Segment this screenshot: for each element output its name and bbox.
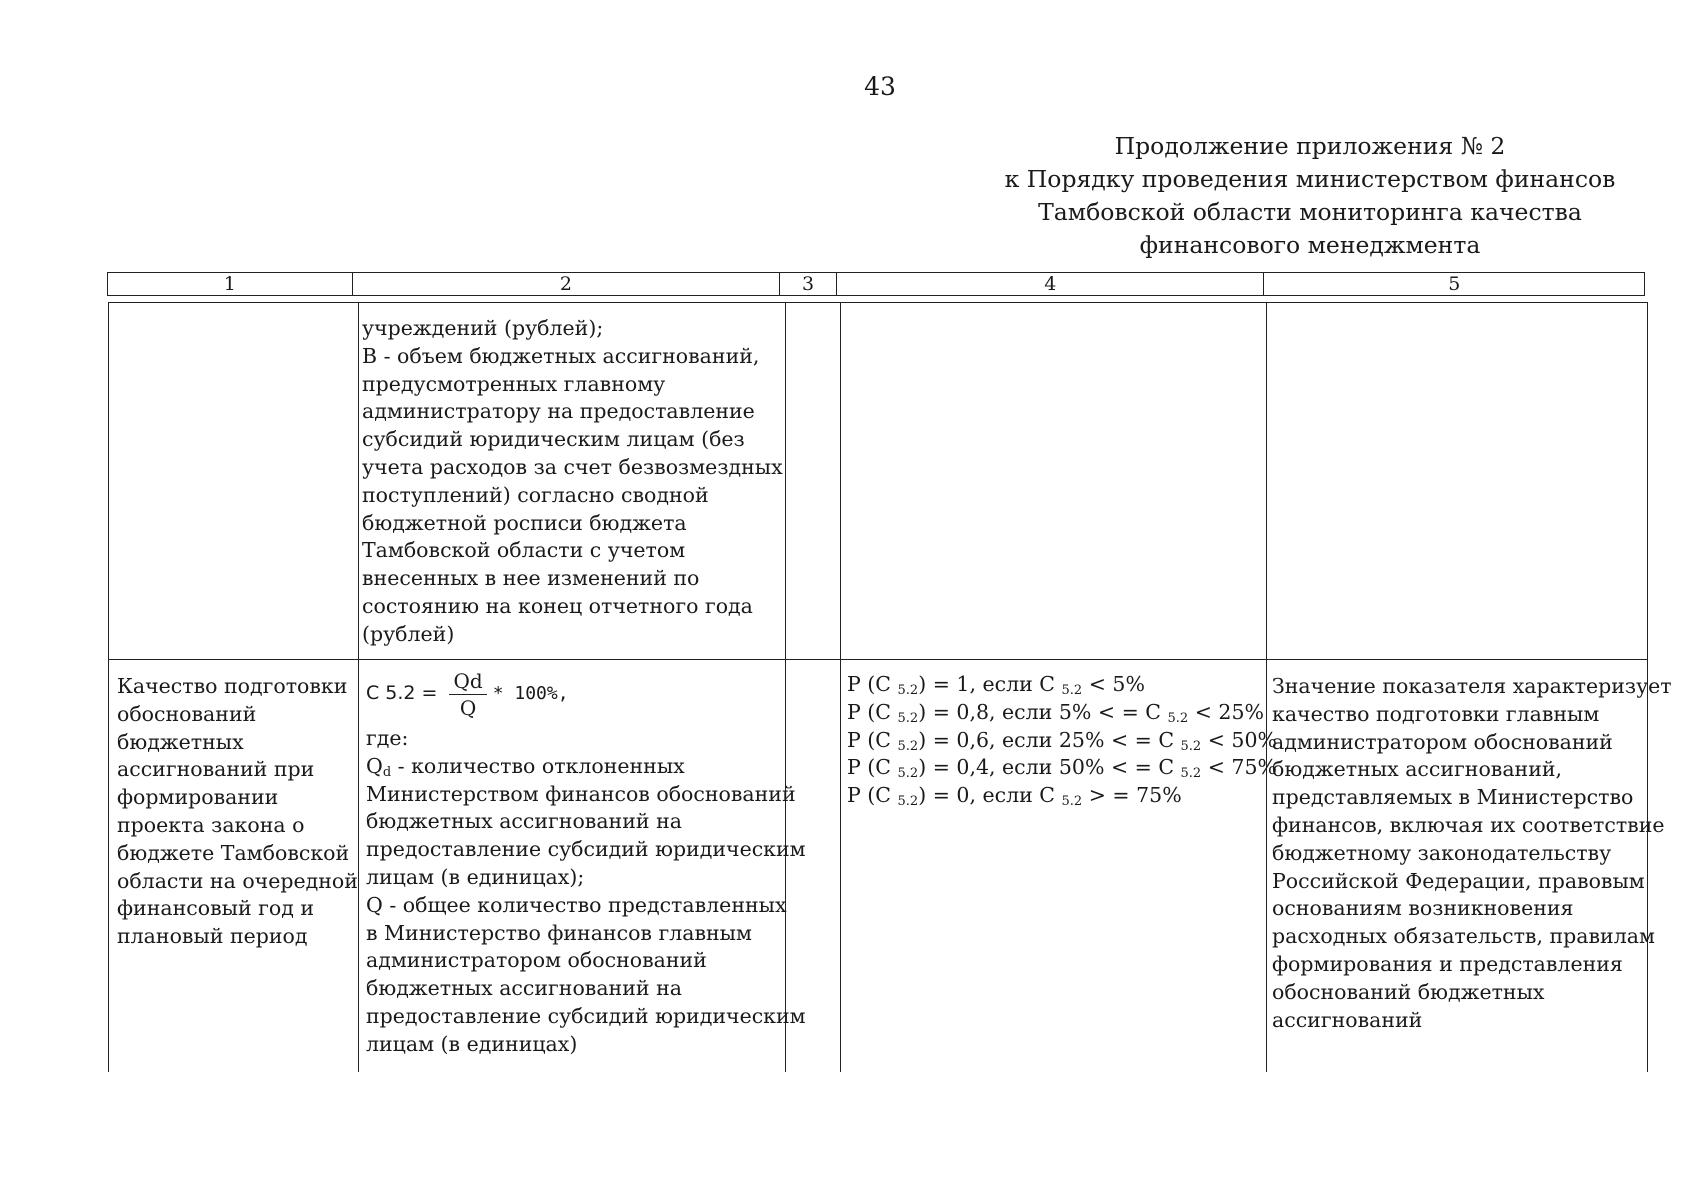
text-line: Значение показателя характеризует [1272,674,1672,698]
indicator-description [1272,673,1672,1034]
text-line: лицам (в единицах) [366,1031,578,1056]
formula [366,663,784,725]
text-line: субсидий юридическим лицам (без [362,427,745,452]
text-line: администратору на предоставление [362,399,755,424]
text-line: предусмотренных главному [362,371,666,396]
text-line: представляемых в Министерство [1272,785,1634,810]
column-header-2: 2 [353,273,780,295]
column-header-1: 1 [108,273,353,295]
scoring-rules [847,671,1277,810]
text-line: В - объем бюджетных ассигнований, [362,343,760,368]
text-line: учета расходов за счет безвозмездных [362,454,783,479]
row-divider [109,659,1647,660]
scoring-rule: Р (С $_{5.2}$) = 0, если С $_{5.2}$ > = 75% [847,783,1182,810]
formula-lhs: С 5.2 = [366,682,438,705]
text-line: бюджетных [117,729,244,754]
text-line: области на очередной [117,868,358,893]
text-line: бюджетной росписи бюджета [362,510,687,535]
text-line: проекта закона о [117,812,305,837]
text-line: формировании [117,785,279,810]
text-line: финансов, включая их соответствие [1272,812,1665,837]
text-line: бюджетных ассигнований на [366,976,682,1001]
text-line: лицам (в единицах); [366,864,585,889]
heading-line-3: Тамбовской области мониторинга качества [1038,198,1582,226]
text-line: бюджете Тамбовской [117,840,350,865]
qd-subscript: d [382,764,392,780]
column-divider [358,303,359,1072]
text-line: бюджетных ассигнований на [366,809,682,834]
formula-rhs: * 100%, [492,683,569,705]
formula-fraction [449,668,486,721]
text-line: (рублей) [362,621,455,646]
text-line: поступлений) согласно сводной [362,482,709,507]
column-divider [1266,303,1267,1072]
column-divider [840,303,841,1072]
qd-text: - количество отклоненных [391,753,685,778]
column-number-header [107,272,1645,296]
text-line: основаниям возникновения [1272,896,1574,921]
text-line: формирования и представления [1272,951,1623,976]
row-a-col2-text [362,315,782,649]
text-line: предоставление субсидий юридическим [366,1003,806,1028]
scoring-rule: Р (С $_{5.2}$) = 0,8, если 5% < = С $_{5.2}$ < 25% [847,699,1264,726]
text-line: ассигнований при [117,757,315,782]
where-label: где: [366,726,409,750]
text-line: Тамбовской области с учетом [362,538,686,563]
text-line: ассигнований [1272,1007,1423,1032]
text-line: внесенных в нее изменений по [362,566,700,591]
qd-definition [366,753,784,781]
heading-line-2: к Порядку проведения министерством финансов [1004,165,1616,193]
column-header-3: 3 [780,273,837,295]
indicator-name [117,673,358,951]
text-line: финансовый год и [117,896,315,921]
scoring-rule: Р (С $_{5.2}$) = 0,6, если 25% < = С $_{5.2}$ < 50% [847,727,1277,754]
text-line: в Министерство финансов главным [366,920,752,945]
text-line: учреждений (рублей); [362,316,604,340]
column-header-4: 4 [837,273,1264,295]
text-line: качество подготовки главным [1272,701,1600,726]
calculation-formula-cell [366,663,806,1059]
qd-symbol: Q [366,753,383,778]
text-line: предоставление субсидий юридическим [366,837,806,862]
column-divider [785,303,786,1072]
text-line: расходных обязательств, правилам [1272,924,1655,949]
text-line: состоянию на конец отчетного года [362,593,753,618]
indicator-table [108,302,1672,1072]
formula-numerator: Qd [449,668,486,695]
text-line: бюджетному законодательству [1272,840,1612,865]
text-line: Качество подготовки [117,674,348,698]
text-line: администратором обоснований [366,948,707,973]
text-line: Министерством финансов обоснований [366,781,796,806]
text-line: обоснований бюджетных [1272,979,1545,1004]
page-number: 43 [864,72,896,101]
text-line: администратором обоснований [1272,729,1613,754]
scoring-rule: Р (С $_{5.2}$) = 1, если С $_{5.2}$ < 5% [847,672,1145,698]
text-line: бюджетных ассигнований, [1272,757,1563,782]
heading-line-4: финансового менеджмента [1139,231,1481,259]
scoring-rule: Р (С $_{5.2}$) = 0,4, если 50% < = С $_{5.2}$ < 75% [847,755,1277,782]
text-line: Q - общее количество представленных [366,892,787,917]
appendix-heading [1000,130,1620,262]
formula-denominator: Q [459,695,477,720]
column-header-5: 5 [1448,273,1461,295]
text-line: Российской Федерации, правовым [1272,868,1645,893]
text-line: плановый период [117,924,308,949]
heading-line-1: Продолжение приложения № 2 [1114,132,1506,160]
text-line: обоснований [117,701,257,726]
